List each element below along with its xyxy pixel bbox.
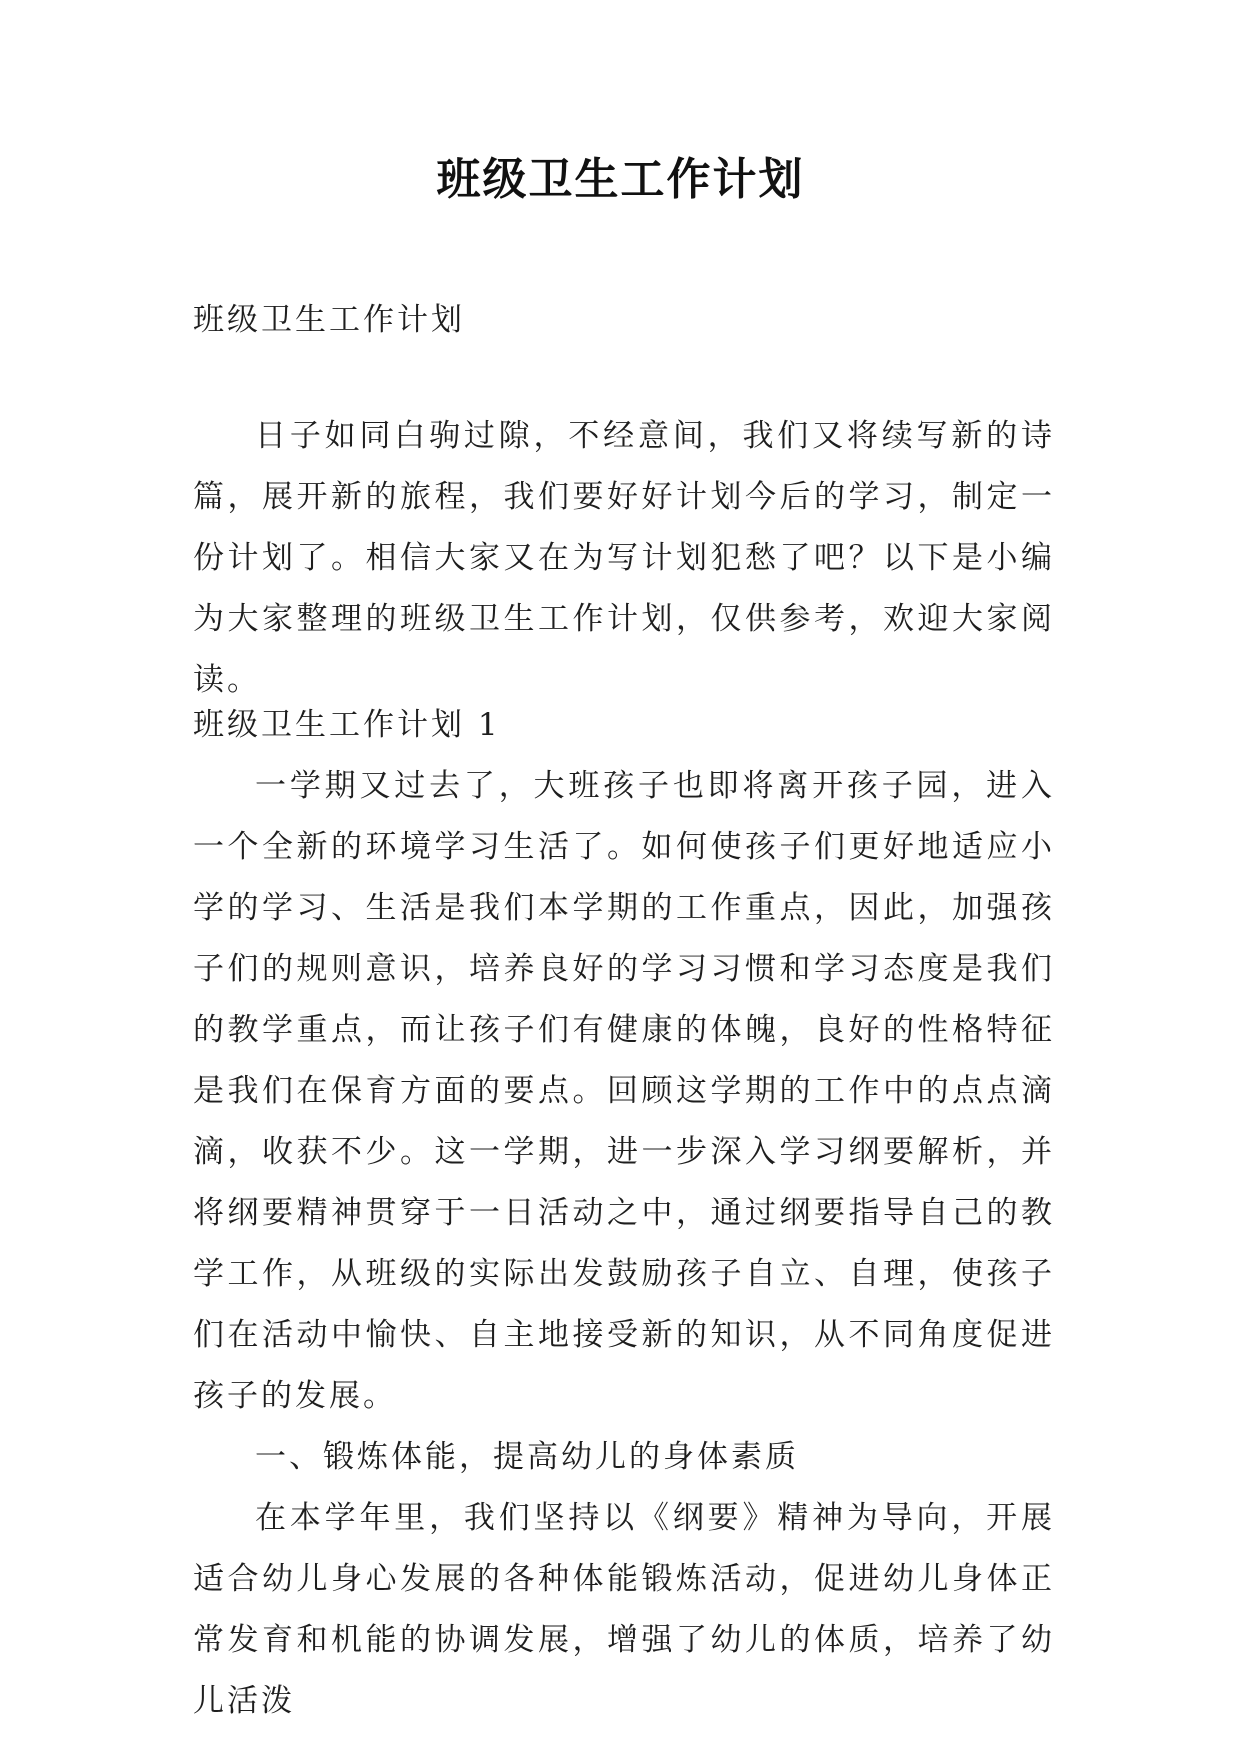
section-1-paragraph-1: 一学期又过去了，大班孩子也即将离开孩子园，进入一个全新的环境学习生活了。如何使孩子们更好地适应小学的学习、生活是我们本学期的工作重点，因此，加强孩子们的规则意识，培养良好的学习习惯和学习态度是我们的教学重点，而让孩子们有健康的体魄，良好的性格特征是我们在保育方面的要点。回顾这学期的工作中的点点滴滴，收获不少。这一学期，进一步深入学习纲要解析，并将纲要精神贯穿于一日活动之中，通过纲要指导自己的教学工作，从班级的实际出发鼓励孩子自立、自理，使孩子们在活动中愉快、自主地接受新的知识，从不同角度促进孩子的发展。 xyxy=(193,768,1055,1414)
section-1-paragraph-2: 在本学年里，我们坚持以《纲要》精神为导向，开展适合幼儿身心发展的各种体能锻炼活动，促进幼儿身体正常发育和机能的协调发展，增强了幼儿的体质，培养了幼儿活泼 xyxy=(193,1500,1055,1719)
document-subtitle: 班级卫生工作计划 xyxy=(193,302,465,338)
section-1 xyxy=(193,695,1055,1732)
section-1-subheading: 一、锻炼体能，提高幼儿的身体素质 xyxy=(255,1439,799,1475)
intro-section xyxy=(193,406,1055,711)
section-1-heading: 班级卫生工作计划 1 xyxy=(193,707,501,743)
document-title: 班级卫生工作计划 xyxy=(436,154,805,205)
intro-paragraph: 日子如同白驹过隙，不经意间，我们又将续写新的诗篇，展开新的旅程，我们要好好计划今后的学习，制定一份计划了。相信大家又在为写计划犯愁了吧？以下是小编为大家整理的班级卫生工作计划，仅供参考，欢迎大家阅读。 xyxy=(193,418,1055,698)
